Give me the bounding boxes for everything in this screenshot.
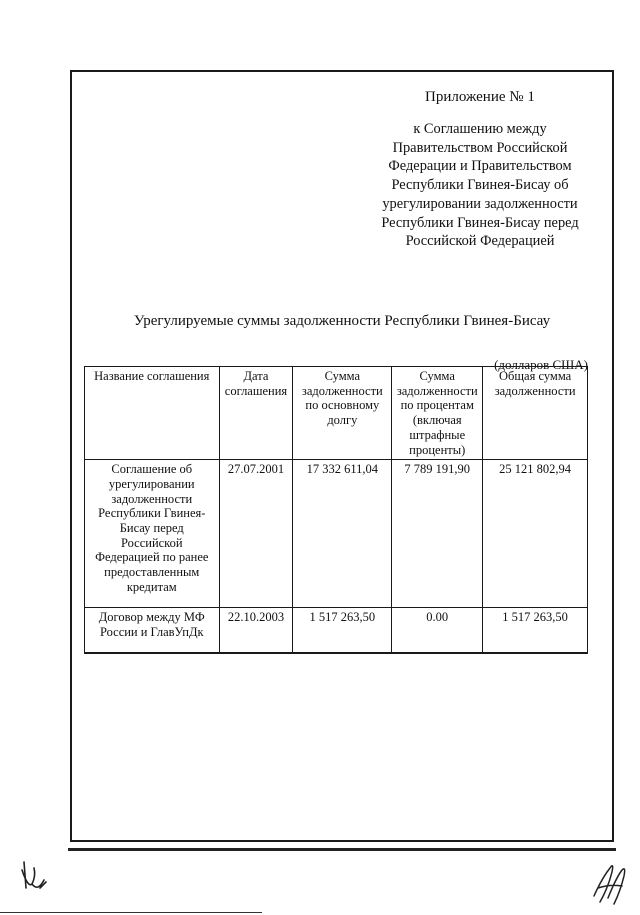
table-row <box>85 608 588 654</box>
annex-subtitle: к Соглашению между Правительством Российской Федерации и Правительством Республики Гвинея-Бисау об урегулировании задолженности Республики Гвинея-Бисау перед Российской Федерацией <box>381 121 579 250</box>
cell-agreement-name: Соглашение об урегулировании задолженности Республики Гвинея-Бисау перед Российской Федерацией по ранее предоставленным кредитам <box>85 460 220 608</box>
cell-agreement-date: 27.07.2001 <box>219 460 293 608</box>
table-row <box>85 460 588 608</box>
column-header-interest: Сумма задолженности по процентам (включая штрафные проценты) <box>392 367 483 460</box>
column-header-name: Название соглашения <box>85 367 220 460</box>
page-border-shadow <box>68 848 616 851</box>
bottom-rule <box>0 912 262 913</box>
cell-agreement-date: 22.10.2003 <box>219 608 293 654</box>
cell-total: 1 517 263,50 <box>483 608 588 654</box>
cell-agreement-name: Договор между МФ России и ГлавУпДк <box>85 608 220 654</box>
debt-table <box>84 366 588 654</box>
cell-interest: 0.00 <box>392 608 483 654</box>
signature-mark <box>588 858 630 908</box>
cell-principal: 17 332 611,04 <box>293 460 392 608</box>
cell-interest: 7 789 191,90 <box>392 460 483 608</box>
cell-principal: 1 517 263,50 <box>293 608 392 654</box>
cell-total: 25 121 802,94 <box>483 460 588 608</box>
column-header-principal: Сумма задолженности по основному долгу <box>293 367 392 460</box>
column-header-date: Дата соглашения <box>219 367 293 460</box>
currency-units: (долларов США) <box>494 357 588 372</box>
annex-title: Приложение № 1 <box>425 89 535 105</box>
initials-mark <box>18 858 50 900</box>
document-heading: Урегулируемые суммы задолженности Республики Гвинея-Бисау <box>133 313 551 329</box>
column-header-total: Общая сумма задолженности <box>483 367 588 460</box>
table-header-row <box>85 367 588 460</box>
